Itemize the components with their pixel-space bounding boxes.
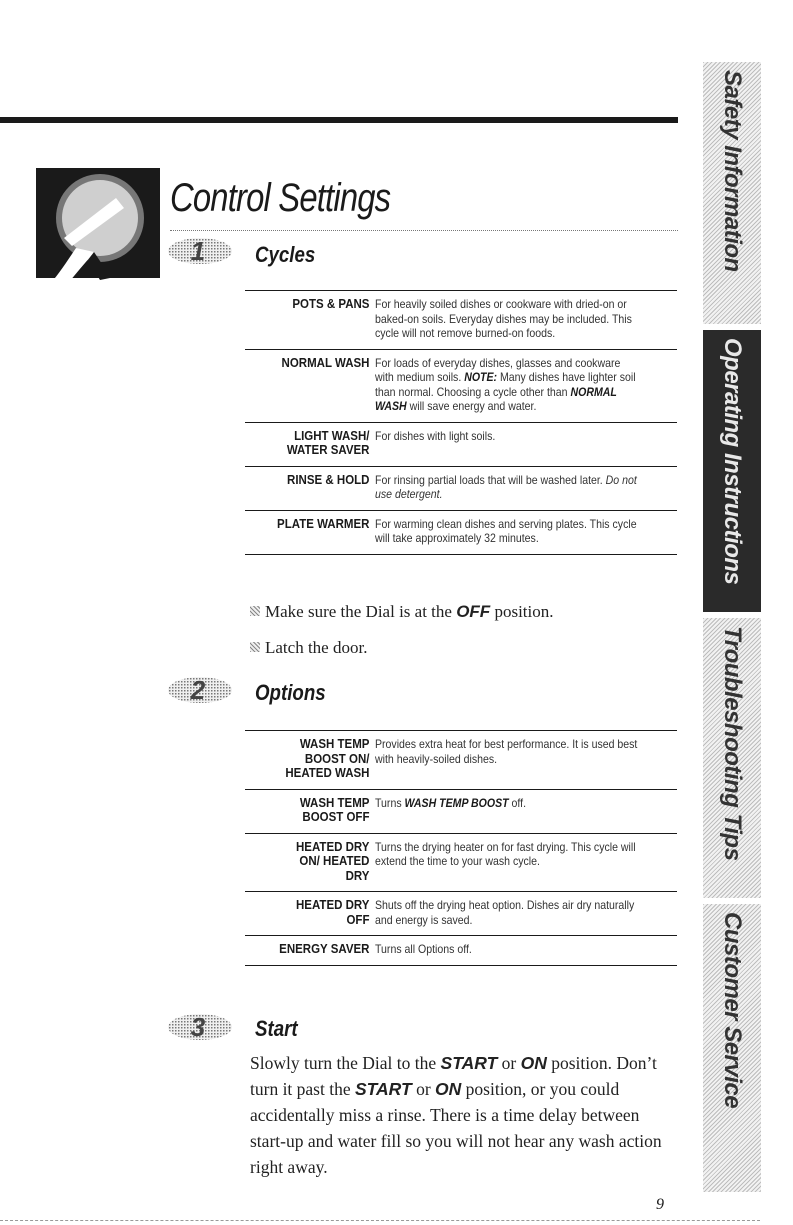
bullet-text: Latch the door.	[265, 638, 368, 657]
cycles-row-light-wash	[245, 422, 677, 466]
cycles-row-rinse-hold	[245, 466, 677, 510]
step-2-number: 2	[190, 675, 206, 705]
bullet-text: Make sure the Dial is at the OFF position.	[265, 602, 554, 621]
options-row-wash-temp-boost-on	[245, 730, 677, 789]
cycle-desc: For warming clean dishes and serving plates. This cycle will take approximately 32 minutes.	[375, 516, 637, 545]
tab-safety-information[interactable]	[703, 62, 761, 324]
tab-label: Customer Service	[719, 912, 746, 1109]
option-term: WASH TEMP BOOST OFF	[299, 795, 370, 824]
start-heading: Start	[255, 1016, 298, 1041]
cycle-term: PLATE WARMER	[277, 516, 370, 531]
bullet-square-icon	[250, 642, 260, 652]
tab-label: Operating Instructions	[719, 338, 746, 585]
cycles-heading: Cycles	[255, 242, 316, 267]
tab-label: Safety Information	[719, 70, 746, 272]
cycles-row-normal-wash	[245, 349, 677, 422]
options-row-heated-dry-off	[245, 891, 677, 935]
cycle-desc: For heavily soiled dishes or cookware with dried-on or baked-on soils. Everyday dishes may be included. This cycle will not remove burned-on foods.	[375, 297, 632, 340]
cycle-term: LIGHT WASH/ WATER SAVER	[286, 428, 370, 457]
cycle-desc: For loads of everyday dishes, glasses and cookware with medium soils. NOTE: Many dishes have lighter soil than normal. Choosing a cycle other than NORMAL WASH will save energy and water.	[375, 355, 636, 413]
option-desc: Provides extra heat for best performance. It is used best with heavily-soiled dishes.	[375, 737, 638, 766]
option-term: ENERGY SAVER	[279, 942, 370, 956]
tab-troubleshooting-tips[interactable]	[703, 618, 761, 898]
page-title: Control Settings	[170, 176, 391, 220]
start-instructions: Slowly turn the Dial to the START or ON position. Don’t turn it past the START or ON position, or you could accidentally miss a rinse. There is a time delay between start-up and water fill so you will not hear any wash action right away.	[250, 1053, 662, 1177]
cycle-term: NORMAL WASH	[281, 355, 370, 370]
title-rule	[170, 230, 678, 231]
options-row-energy-saver	[245, 935, 677, 966]
option-term: HEATED DRY ON/ HEATED DRY	[295, 839, 370, 883]
header-rule	[0, 117, 678, 123]
option-desc: Shuts off the drying heat option. Dishes air dry naturally and energy is saved.	[375, 898, 635, 927]
bullet-square-icon	[250, 606, 260, 616]
options-heading: Options	[255, 680, 326, 705]
options-row-heated-dry-on	[245, 833, 677, 892]
step-3-number: 3	[190, 1012, 206, 1042]
cycles-row-pots-pans	[245, 290, 677, 349]
option-term: WASH TEMP BOOST ON/ HEATED WASH	[285, 737, 370, 780]
instruction-bullet	[250, 638, 367, 658]
section-tabs	[703, 62, 761, 1192]
option-desc: Turns all Options off.	[375, 942, 472, 956]
options-row-wash-temp-boost-off	[245, 789, 677, 833]
page-number: 9	[656, 1196, 664, 1213]
option-term: HEATED DRY OFF	[295, 898, 370, 927]
cycle-desc: For dishes with light soils.	[375, 428, 496, 443]
step-3-badge	[166, 1012, 240, 1042]
tab-customer-service[interactable]	[703, 904, 761, 1192]
cycle-desc: For rinsing partial loads that will be washed later. Do not use detergent.	[375, 472, 637, 501]
step-1-number: 1	[190, 236, 206, 266]
instruction-bullet	[250, 602, 554, 622]
tab-label: Troubleshooting Tips	[719, 626, 746, 861]
option-desc: Turns the drying heater on for fast drying. This cycle will extend the time to your wash cycle.	[375, 839, 636, 868]
tab-operating-instructions[interactable]	[703, 330, 761, 612]
step-2-badge	[166, 675, 240, 705]
cycle-term: RINSE & HOLD	[287, 472, 370, 487]
cycles-table	[245, 290, 677, 555]
cycle-term: POTS & PANS	[292, 297, 370, 311]
options-table	[245, 730, 677, 966]
footer-rule	[0, 1220, 760, 1221]
cycles-row-plate-warmer	[245, 510, 677, 555]
dial-knob-icon	[36, 168, 160, 292]
option-desc: Turns WASH TEMP BOOST off.	[375, 795, 527, 810]
step-1-badge	[166, 236, 240, 266]
